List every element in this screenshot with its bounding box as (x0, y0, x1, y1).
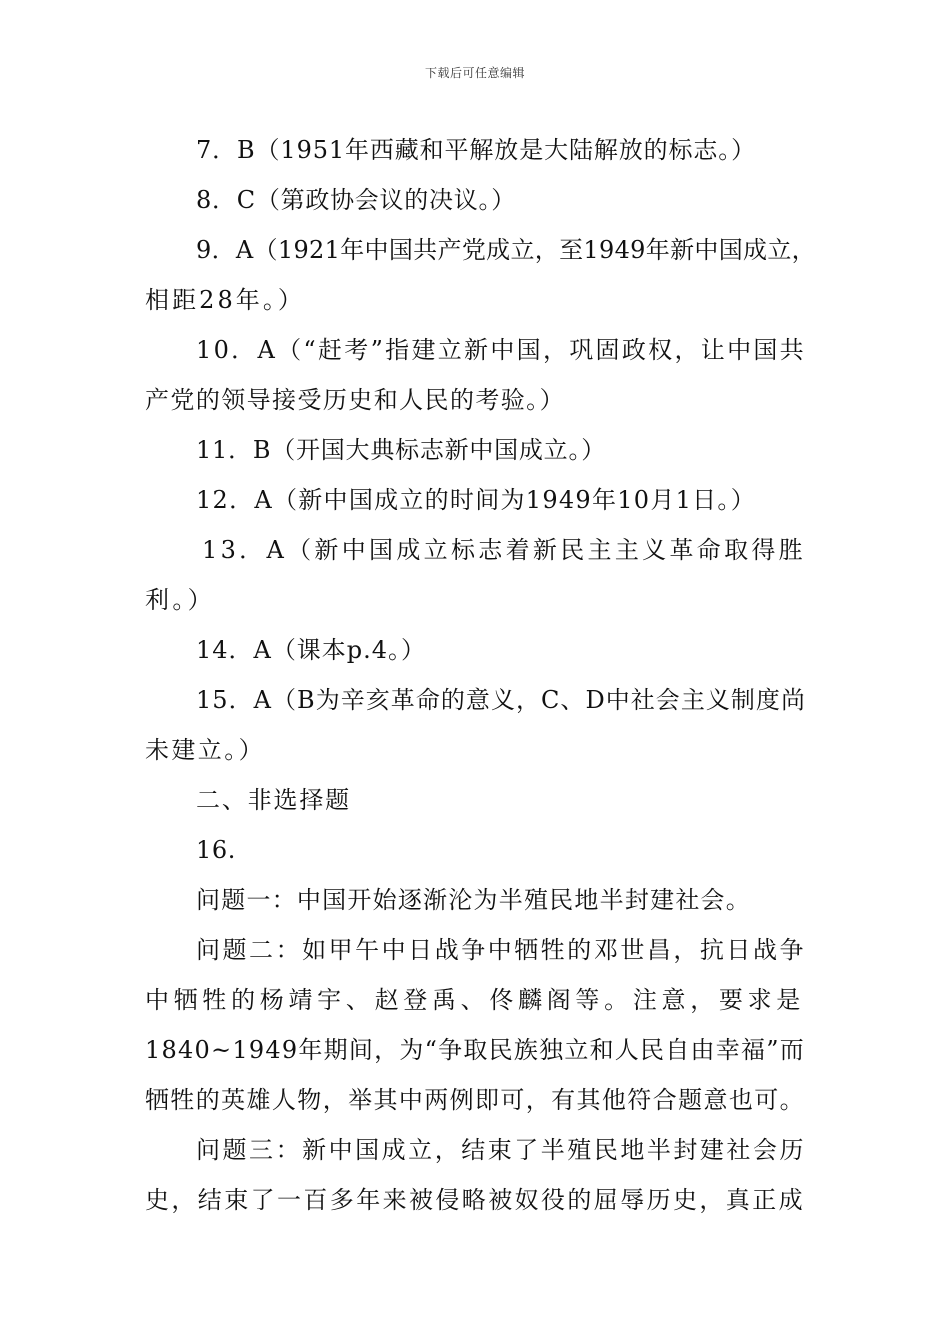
q16-problem-2-cont2: 1840~1949年期间，为“争取民族独立和人民自由幸福”而 (145, 1036, 805, 1064)
answer-13: 13．A（新中国成立标志着新民主主义革命取得胜 (202, 536, 806, 564)
q16-problem-2-cont3: 牺牲的英雄人物，举其中两例即可，有其他符合题意也可。 (145, 1086, 805, 1114)
answer-15-cont: 未建立。） (145, 736, 265, 764)
question-16-number: 16. (196, 836, 236, 864)
q16-problem-2: 问题二：如甲午中日战争中牺牲的邓世昌，抗日战争 (196, 936, 806, 964)
answer-8: 8．C（第政协会议的决议。） (196, 186, 516, 214)
page-header: 下载后可任意编辑 (424, 66, 525, 80)
answer-12: 12．A（新中国成立的时间为1949年10月1日。） (196, 486, 756, 514)
q16-problem-3: 问题三：新中国成立，结束了半殖民地半封建社会历 (196, 1136, 806, 1164)
answer-10-cont: 产党的领导接受历史和人民的考验。） (145, 386, 565, 414)
q16-problem-3-cont: 史，结束了一百多年来被侵略被奴役的屈辱历史，真正成 (145, 1186, 805, 1214)
answer-14: 14．A（课本p.4。） (196, 636, 426, 664)
answer-10: 10．A（“赶考”指建立新中国，巩固政权，让中国共 (196, 336, 806, 364)
answer-9-cont: 相距28年。） (145, 286, 305, 314)
answer-13-cont: 利。） (145, 586, 215, 614)
answer-7: 7．B（1951年西藏和平解放是大陆解放的标志。） (196, 136, 756, 164)
q16-problem-1: 问题一：中国开始逐渐沦为半殖民地半封建社会。 (196, 886, 751, 914)
answer-15: 15．A（B为辛亥革命的意义，C、D中社会主义制度尚 (196, 686, 806, 714)
section-heading: 二、非选择题 (196, 786, 351, 814)
answer-11: 11．B（开国大典标志新中国成立。） (196, 436, 606, 464)
q16-problem-2-cont1: 中牺牲的杨靖宇、赵登禹、佟麟阁等。注意，要求是 (145, 986, 805, 1014)
answer-9: 9．A（1921年中国共产党成立，至1949年新中国成立， (196, 236, 816, 264)
